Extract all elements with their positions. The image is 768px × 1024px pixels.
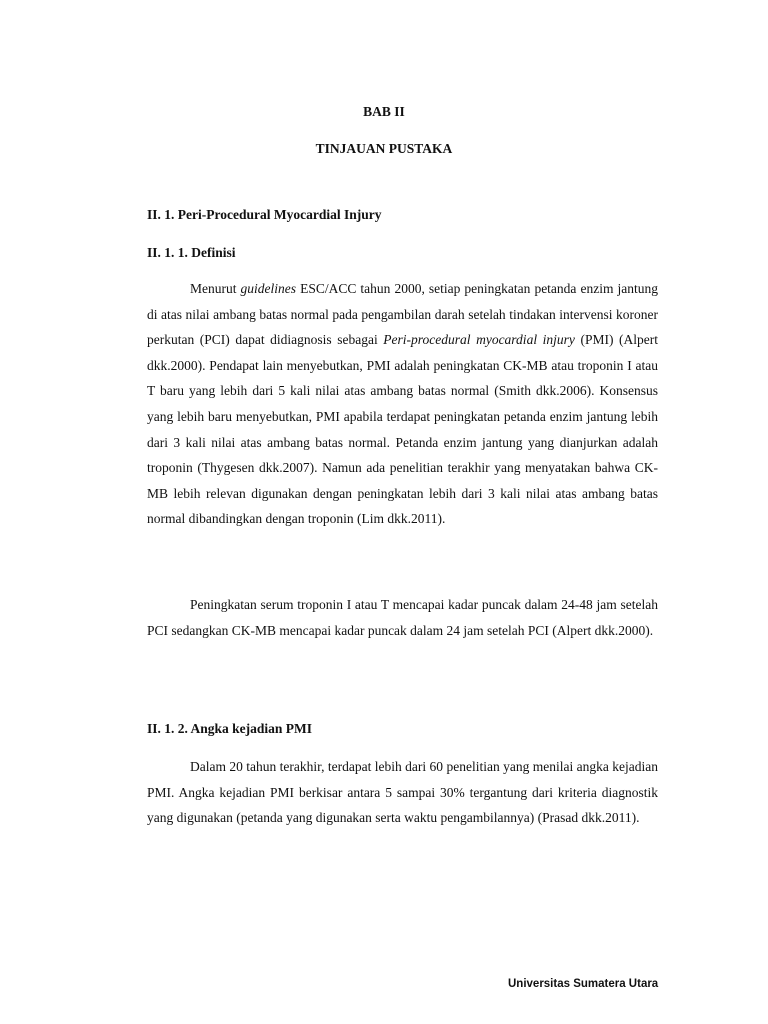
subsection-heading-angka-kejadian: II. 1. 2. Angka kejadian PMI (147, 721, 313, 736)
paragraph-text-part: ESC/ACC tahun 2000, setiap peningkatan petanda enzim jantung di atas nilai ambang batas normal pada pengambilan darah setelah tindakan intervensi koroner perkutan (PCI) dapat didiagnosis sebagai (147, 281, 658, 348)
paragraph-definisi (147, 276, 658, 532)
subsection-heading-definisi: II. 1. 1. Definisi (147, 245, 236, 260)
italic-term-pmi: Peri-procedural myocardial injury (383, 332, 575, 348)
paragraph-angka-kejadian: Dalam 20 tahun terakhir, terdapat lebih dari 60 penelitian yang menilai angka kejadian PMI. Angka kejadian PMI berkisar antara 5 sampai 30% tergantung dari kriteria diagnostik yang digunakan (petanda yang digunakan serta waktu pengambilannya) (Prasad dkk.2011). (147, 759, 658, 826)
italic-term-guidelines: guidelines (240, 281, 297, 296)
paragraph-peningkatan-serum: Peningkatan serum troponin I atau T mencapai kadar puncak dalam 24-48 jam setelah PCI sedangkan CK-MB mencapai kadar puncak dalam 24 jam setelah PCI (Alpert dkk.2000). (147, 597, 658, 638)
section-heading-peri-procedural: II. 1. Peri-Procedural Myocardial Injury (147, 207, 382, 222)
chapter-title: TINJAUAN PUSTAKA (315, 141, 453, 156)
paragraph-text-part: Menurut (190, 281, 241, 296)
footer-university: Universitas Sumatera Utara (508, 978, 659, 990)
chapter-number: BAB II (363, 104, 405, 119)
paragraph-text-part: (PMI) (Alpert dkk.2000). Pendapat lain menyebutkan, PMI adalah peningkatan CK-MB atau troponin I atau T baru yang lebih dari 5 kali nilai atas ambang batas normal (Smith dkk.2006). Konsensus yang lebih baru menyebutkan, PMI apabila terdapat peningkatan petanda enzim jantung lebih dari 3 kali nilai atas ambang batas normal. Petanda enzim jantung yang dianjurkan adalah troponin (Thygesen dkk.2007). Namun ada penelitian terakhir yang menyatakan bahwa CK-MB lebih relevan digunakan dengan peningkatan lebih dari 3 kali nilai atas ambang batas normal dibandingkan dengan troponin (Lim dkk.2011). (147, 332, 659, 527)
